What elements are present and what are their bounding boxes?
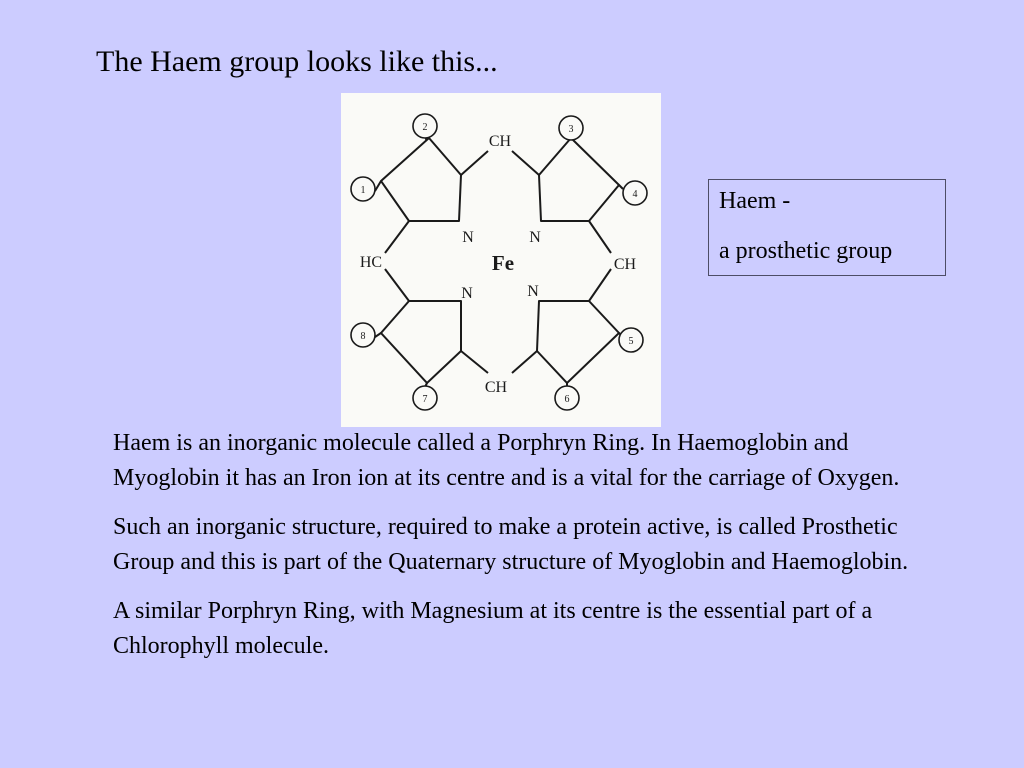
pyrrole-ring-bottom-right (537, 301, 619, 383)
nitrogen-label-top-left: N (462, 229, 474, 246)
nitrogen-label-bottom-right: N (527, 283, 539, 300)
callout-box (708, 179, 946, 276)
body-paragraph-2: Such an inorganic structure, required to make a protein active, is called Prosthetic Group and this is part of the Quaternary structure of Myoglobin and Haemoglobin. (113, 514, 909, 575)
bridge-label-left: HC (359, 254, 383, 271)
nitrogen-label-top-right: N (529, 229, 541, 246)
pyrrole-ring-bottom-left (381, 301, 461, 383)
bridge-bottom-bonds (461, 351, 537, 373)
body-paragraph-3: A similar Porphryn Ring, with Magnesium at its centre is the essential part of a Chlorophyll molecule. (113, 598, 873, 659)
bridge-label-top: CH (488, 133, 512, 150)
position-label-2: 2 (422, 122, 428, 133)
position-label-8: 8 (360, 331, 366, 342)
porphyrin-ring-svg (341, 93, 661, 427)
position-label-4: 4 (632, 189, 638, 200)
bridge-top-bonds (461, 151, 539, 175)
callout-line-1: Haem - (719, 188, 791, 214)
slide-title: The Haem group looks like this... (96, 45, 498, 78)
center-atom-label: Fe (491, 251, 515, 275)
bridge-label-bottom: CH (484, 379, 508, 396)
position-label-1: 1 (360, 185, 366, 196)
position-label-3: 3 (568, 124, 574, 135)
bridge-label-right: CH (613, 256, 637, 273)
stub-4 (619, 185, 623, 189)
callout-line-2: a prosthetic group (719, 238, 893, 264)
nitrogen-label-bottom-left: N (461, 285, 473, 302)
position-label-5: 5 (628, 336, 634, 347)
body-text (113, 426, 943, 664)
bridge-left-bonds (385, 221, 409, 301)
bridge-right-bonds (589, 221, 611, 301)
haem-structure-diagram (341, 93, 661, 427)
position-label-7: 7 (422, 394, 428, 405)
body-paragraph-1: Haem is an inorganic molecule called a Porphryn Ring. In Haemoglobin and Myoglobin it has an Iron ion at its centre and is a vital for the carriage of Oxygen. (113, 430, 900, 491)
position-label-6: 6 (564, 394, 570, 405)
pyrrole-ring-top-right (539, 138, 619, 221)
stub-1 (375, 181, 381, 191)
stub-8 (375, 333, 381, 337)
pyrrole-ring-top-left (381, 138, 461, 221)
